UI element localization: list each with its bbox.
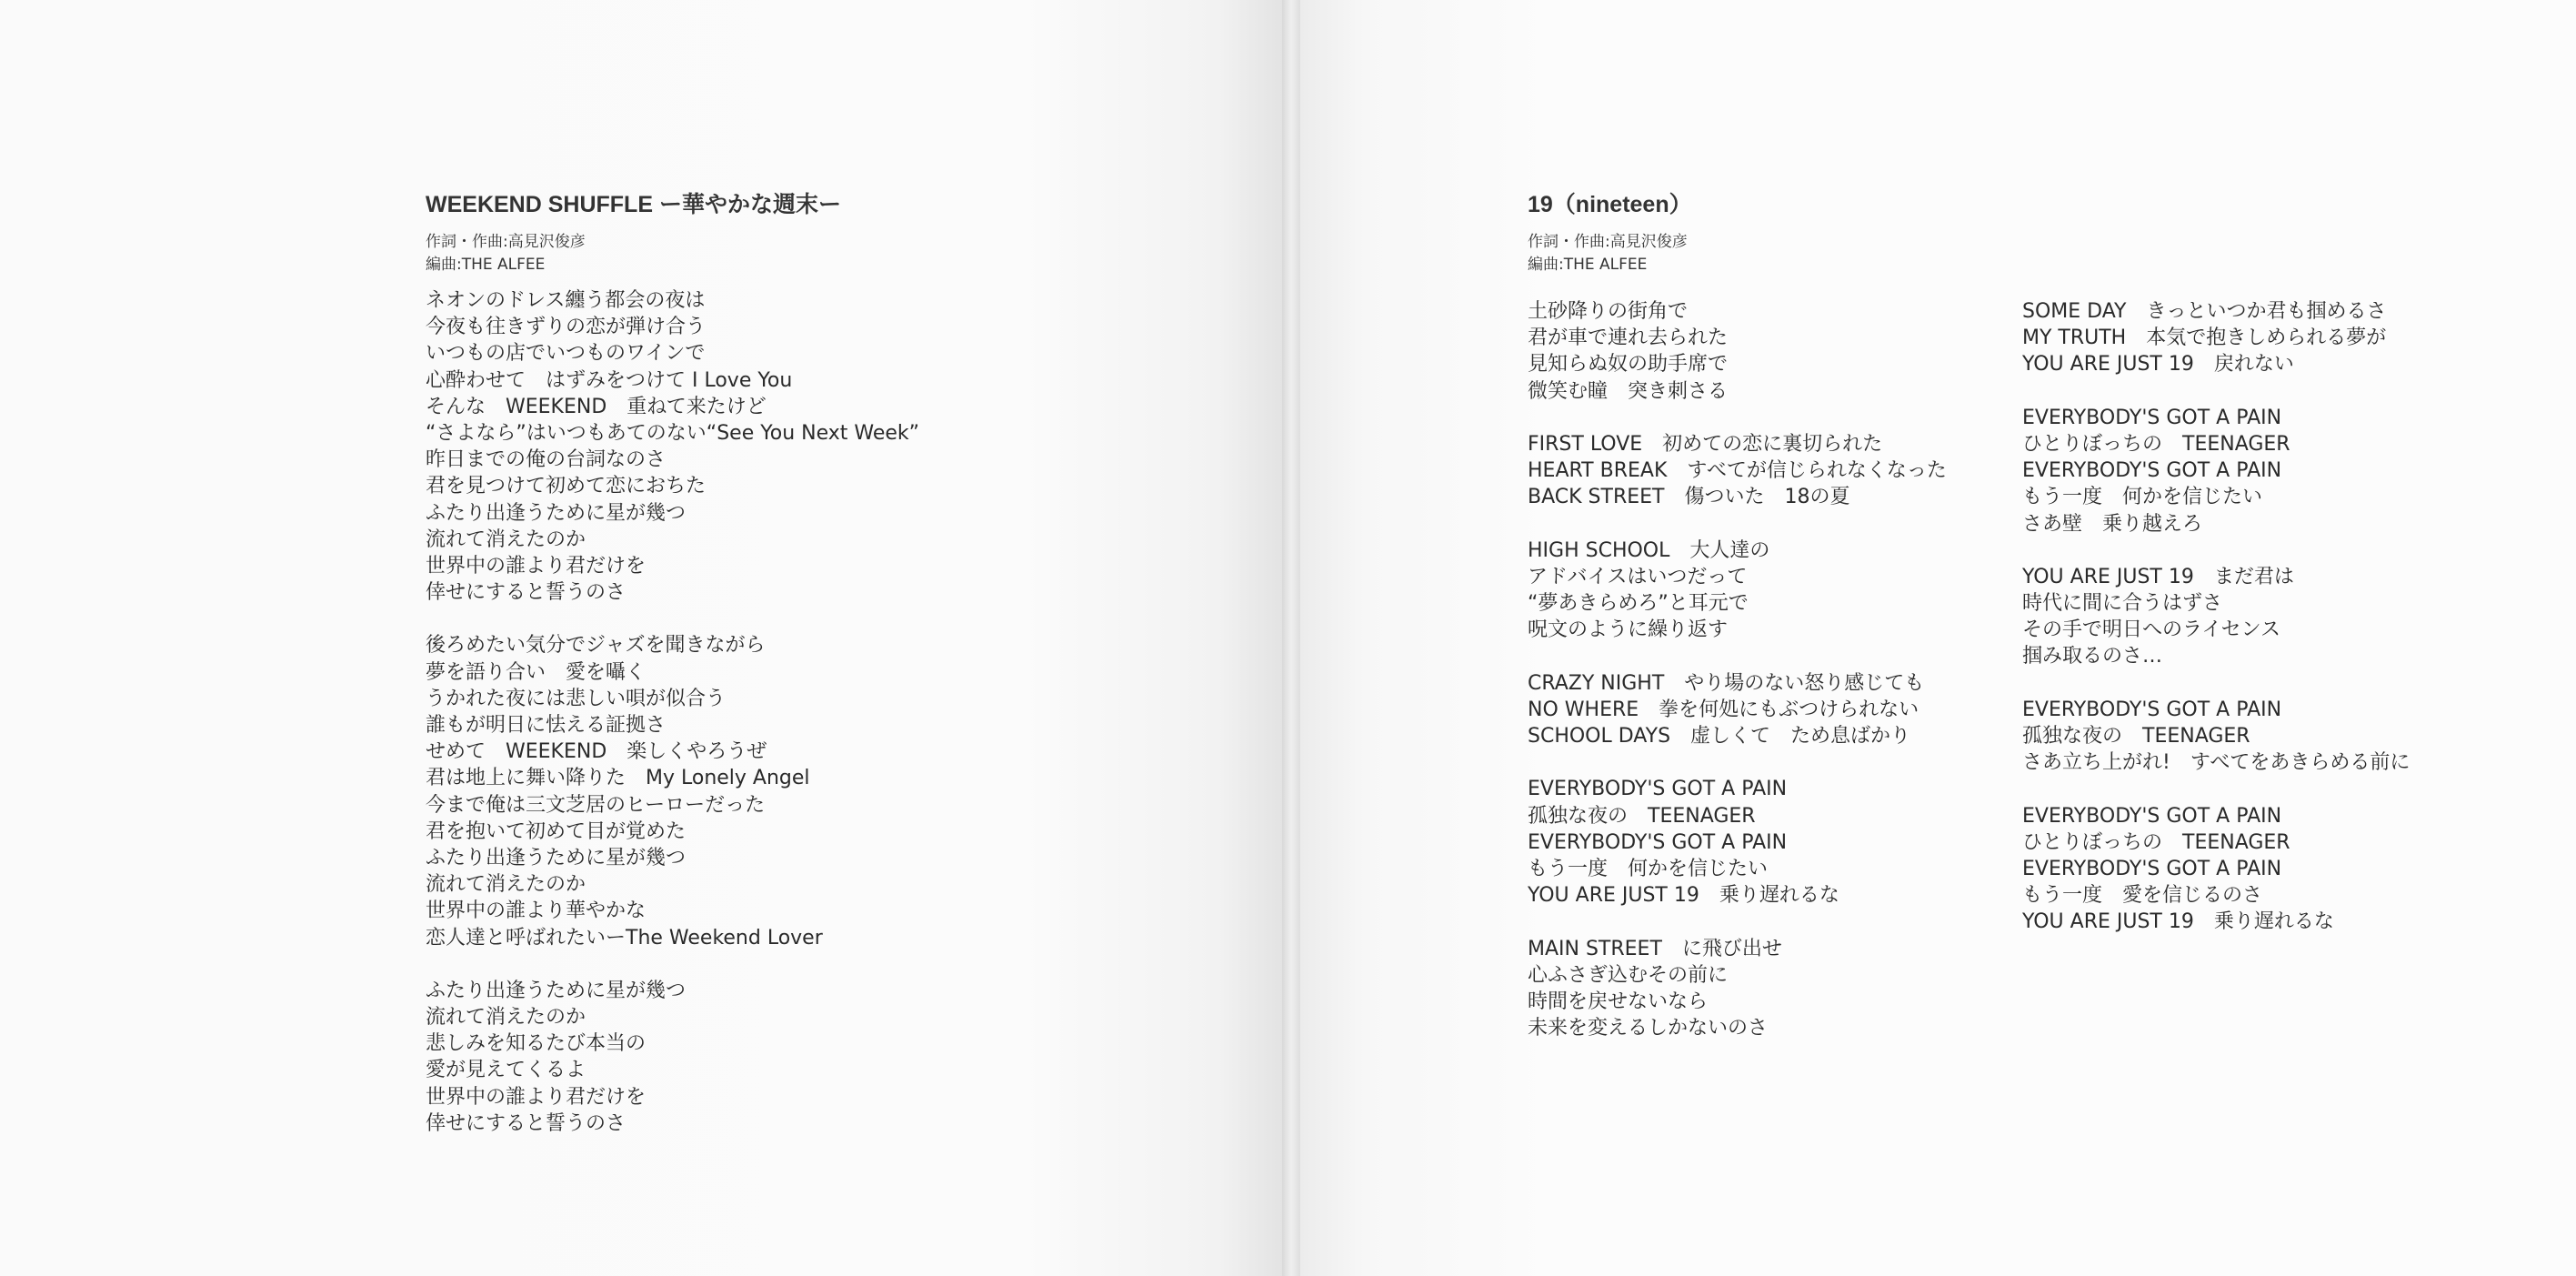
- lyric-line: EVERYBODY'S GOT A PAIN: [1528, 830, 1788, 854]
- lyric-line: EVERYBODY'S GOT A PAIN: [2022, 698, 2282, 721]
- lyric-line: いつもの店でいつものワインで: [426, 342, 706, 366]
- lyric-line: 見知らぬ奴の助手席で: [1528, 353, 1729, 377]
- lyric-line: そんな WEEKEND 重ねて来たけど: [426, 395, 767, 418]
- lyric-line: もう一度 何かを信じたい: [2022, 486, 2263, 509]
- lyric-line: SOME DAY きっといつか君も掴めるさ: [2022, 300, 2387, 323]
- lyric-line: さあ壁 乗り越えろ: [2022, 512, 2203, 536]
- lyric-line: 心酔わせて はずみをつけて I Love You: [426, 368, 793, 392]
- lyric-line: 掴み取るのさ…: [2022, 645, 2163, 668]
- lyric-line: 誰もが明日に怯える証拠さ: [426, 714, 667, 737]
- lyric-line: ふたり出逢うために星が幾つ: [426, 501, 687, 525]
- lyric-line: せめて WEEKEND 楽しくやろうぜ: [426, 740, 767, 764]
- lyric-line: ふたり出逢うために星が幾つ: [426, 979, 687, 1002]
- lyric-line: YOU ARE JUST 19 まだ君は: [2022, 565, 2294, 588]
- song-weekend-shuffle: [426, 191, 1244, 1137]
- lyric-line: 昨日までの俺の台詞なのさ: [426, 448, 667, 472]
- lyric-line: 流れて消えたのか: [426, 873, 586, 897]
- credit-arrangement: 編曲:THE ALFEE: [1528, 256, 1648, 274]
- lyric-line: EVERYBODY'S GOT A PAIN: [2022, 857, 2282, 880]
- song-title: WEEKEND SHUFFLE ー華やかな週末ー: [426, 192, 841, 217]
- stanza-divider: [1528, 405, 2000, 431]
- lyric-line: 流れて消えたのか: [426, 527, 586, 551]
- stanza-divider: [426, 951, 1244, 978]
- lyric-line: 世界中の誰より華やかな: [426, 899, 647, 923]
- lyric-line: 孤独な夜の TEENAGER: [1528, 804, 1756, 828]
- lyric-line: 世界中の誰より君だけを: [426, 554, 647, 578]
- lyric-line: 倖せにすると誓うのさ: [426, 1111, 626, 1135]
- lyric-line: 呪文のように繰り返す: [1528, 618, 1729, 642]
- stanza-divider: [426, 606, 1244, 632]
- lyric-line: ひとりぼっちの TEENAGER: [2022, 432, 2290, 456]
- lyric-line: 時間を戻せないなら: [1528, 990, 1709, 1013]
- lyric-line: HEART BREAK すべてが信じられなくなった: [1528, 459, 1947, 483]
- lyric-line: ネオンのドレス纏う都会の夜は: [426, 289, 706, 312]
- lyric-line: YOU ARE JUST 19 乗り遅れるな: [1528, 884, 1839, 908]
- credit-lyrics-music: 作詞・作曲:高見沢俊彦: [1528, 233, 1688, 251]
- lyric-line: その手で明日へのライセンス: [2022, 618, 2281, 642]
- lyric-line: YOU ARE JUST 19 戻れない: [2022, 353, 2294, 377]
- lyric-line: 夢を語り合い 愛を囁く: [426, 660, 647, 684]
- lyrics-body: [426, 287, 1244, 1137]
- lyric-line: YOU ARE JUST 19 乗り遅れるな: [2022, 910, 2334, 934]
- credit-lyrics-music: 作詞・作曲:高見沢俊彦: [426, 233, 586, 251]
- lyric-line: 恋人達と呼ばれたいーThe Weekend Lover: [426, 926, 823, 949]
- stanza-divider: [1528, 909, 2000, 935]
- lyric-line: 未来を変えるしかないのさ: [1528, 1017, 1769, 1040]
- lyric-line: SCHOOL DAYS 虚しくて ため息ばかり: [1528, 725, 1911, 748]
- lyric-line: ひとりぼっちの TEENAGER: [2022, 830, 2290, 854]
- lyric-line: BACK STREET 傷ついた 18の夏: [1528, 486, 1850, 509]
- song-credits: [1528, 231, 2528, 276]
- stanza-divider: [2022, 538, 2531, 564]
- lyric-line: 君を見つけて初めて恋におちた: [426, 475, 707, 498]
- lyric-line: 今夜も往きずりの恋が弾け合う: [426, 316, 707, 339]
- lyric-line: CRAZY NIGHT やり場のない怒り感じても: [1528, 671, 1925, 695]
- lyric-line: EVERYBODY'S GOT A PAIN: [2022, 804, 2282, 828]
- lyric-line: 君が車で連れ去られた: [1528, 327, 1729, 350]
- lyric-line: さあ立ち上がれ! すべてをあきらめる前に: [2022, 751, 2411, 775]
- book-gutter: [1282, 0, 1300, 1276]
- lyric-line: EVERYBODY'S GOT A PAIN: [2022, 406, 2282, 429]
- lyric-line: もう一度 何かを信じたい: [1528, 857, 1769, 880]
- lyric-line: 倖せにすると誓うのさ: [426, 581, 626, 605]
- left-page: [0, 0, 1282, 1276]
- stanza-divider: [1528, 749, 2000, 776]
- stanza-divider: [1528, 643, 2000, 669]
- lyric-line: EVERYBODY'S GOT A PAIN: [1528, 778, 1788, 801]
- lyrics-column-left: [1528, 298, 2000, 1041]
- lyric-line: 愛が見えてくるよ: [426, 1059, 586, 1082]
- lyric-line: 土砂降りの街角で: [1528, 300, 1689, 323]
- song-credits: [426, 231, 1244, 276]
- lyric-line: アドバイスはいつだって: [1528, 565, 1748, 588]
- lyric-line: 悲しみを知るたび本当の: [426, 1032, 647, 1056]
- lyric-line: EVERYBODY'S GOT A PAIN: [2022, 459, 2282, 483]
- lyric-line: NO WHERE 拳を何処にもぶつけられない: [1528, 698, 1919, 721]
- lyric-line: MAIN STREET に飛び出せ: [1528, 937, 1782, 960]
- stanza-divider: [2022, 776, 2531, 802]
- song-nineteen: [1528, 191, 2528, 1040]
- lyric-line: 君を抱いて初めて目が覚めた: [426, 819, 687, 843]
- lyric-line: HIGH SCHOOL 大人達の: [1528, 538, 1770, 562]
- lyrics-column-right: [2022, 298, 2531, 936]
- lyric-line: 君は地上に舞い降りた My Lonely Angel: [426, 767, 810, 790]
- lyric-line: 孤独な夜の TEENAGER: [2022, 725, 2250, 748]
- credit-arrangement: 編曲:THE ALFEE: [426, 256, 546, 274]
- lyric-line: MY TRUTH 本気で抱きしめられる夢が: [2022, 327, 2387, 350]
- lyric-line: “夢あきらめろ”と耳元で: [1528, 592, 1749, 616]
- lyric-line: 時代に間に合うはずさ: [2022, 592, 2223, 616]
- lyric-line: FIRST LOVE 初めての恋に裏切られた: [1528, 432, 1883, 456]
- stanza-divider: [2022, 670, 2531, 697]
- lyric-line: うかれた夜には悲しい唄が似合う: [426, 687, 727, 710]
- lyric-line: もう一度 愛を信じるのさ: [2022, 884, 2263, 908]
- song-title: 19（nineteen）: [1528, 192, 1692, 217]
- lyric-line: 微笑む瞳 突き刺さる: [1528, 379, 1729, 403]
- lyric-line: 世界中の誰より君だけを: [426, 1085, 647, 1109]
- lyric-line: 今まで俺は三文芝居のヒーローだった: [426, 793, 766, 817]
- stanza-divider: [1528, 511, 2000, 538]
- lyric-line: 心ふさぎ込むその前に: [1528, 963, 1729, 987]
- lyric-line: 流れて消えたのか: [426, 1006, 586, 1030]
- stanza-divider: [2022, 378, 2531, 405]
- lyric-line: “さよなら”はいつもあてのない“See You Next Week”: [426, 421, 920, 445]
- lyric-line: 後ろめたい気分でジャズを聞きながら: [426, 634, 766, 658]
- lyric-line: ふたり出逢うために星が幾つ: [426, 846, 687, 869]
